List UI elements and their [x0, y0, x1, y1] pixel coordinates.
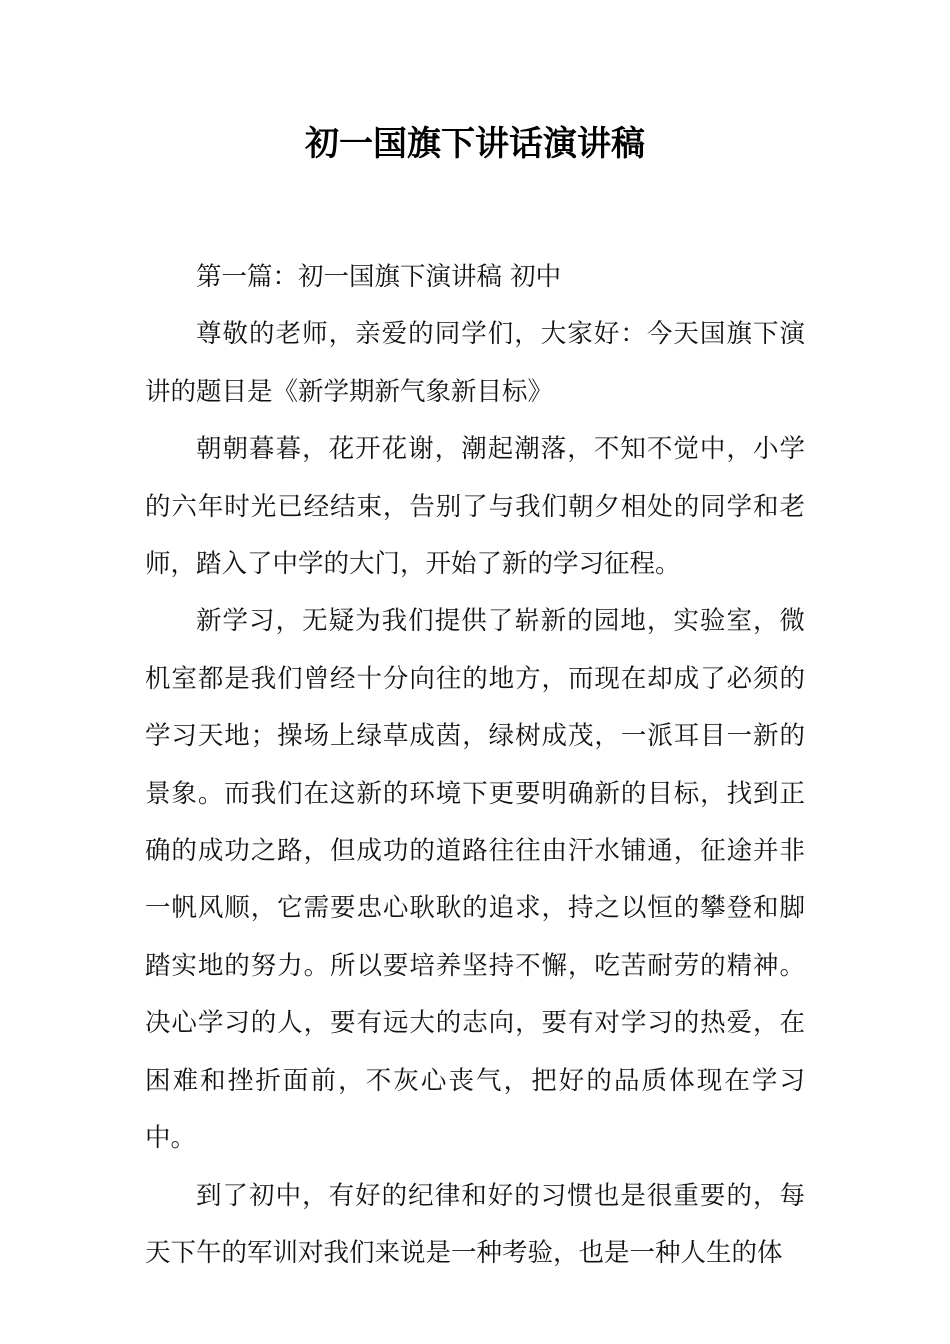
document-body [145, 249, 805, 1282]
paragraph-subtitle: 第一篇：初一国旗下演讲稿 初中 [196, 262, 562, 292]
paragraph-discipline: 到了初中，有好的纪律和好的习惯也是很重要的，每天下午的军训对我们来说是一种考验，也是一种人生的体 [145, 1180, 805, 1268]
paragraph-greeting: 尊敬的老师，亲爱的同学们，大家好：今天国旗下演讲的题目是《新学期新气象新目标》 [145, 319, 805, 407]
document-title: 初一国旗下讲话演讲稿 [305, 124, 645, 164]
paragraph-new-learning: 新学习，无疑为我们提供了崭新的园地，实验室，微机室都是我们曾经十分向往的地方，而现在却成了必须的学习天地；操场上绿草成茵，绿树成茂，一派耳目一新的景象。而我们在这新的环境下更要明确新的目标，找到正确的成功之路，但成功的道路往往由汗水铺通，征途并非一帆风顺，它需要忠心耿耿的追求，持之以恒的攀登和脚踏实地的努力。所以要培养坚持不懈，吃苦耐劳的精神。决心学习的人，要有远大的志向，要有对学习的热爱，在困难和挫折面前，不灰心丧气，把好的品质体现在学习中。 [145, 606, 805, 1154]
paragraph-time-passing: 朝朝暮暮，花开花谢，潮起潮落，不知不觉中，小学的六年时光已经结束，告别了与我们朝夕相处的同学和老师，踏入了中学的大门，开始了新的学习征程。 [145, 434, 805, 580]
